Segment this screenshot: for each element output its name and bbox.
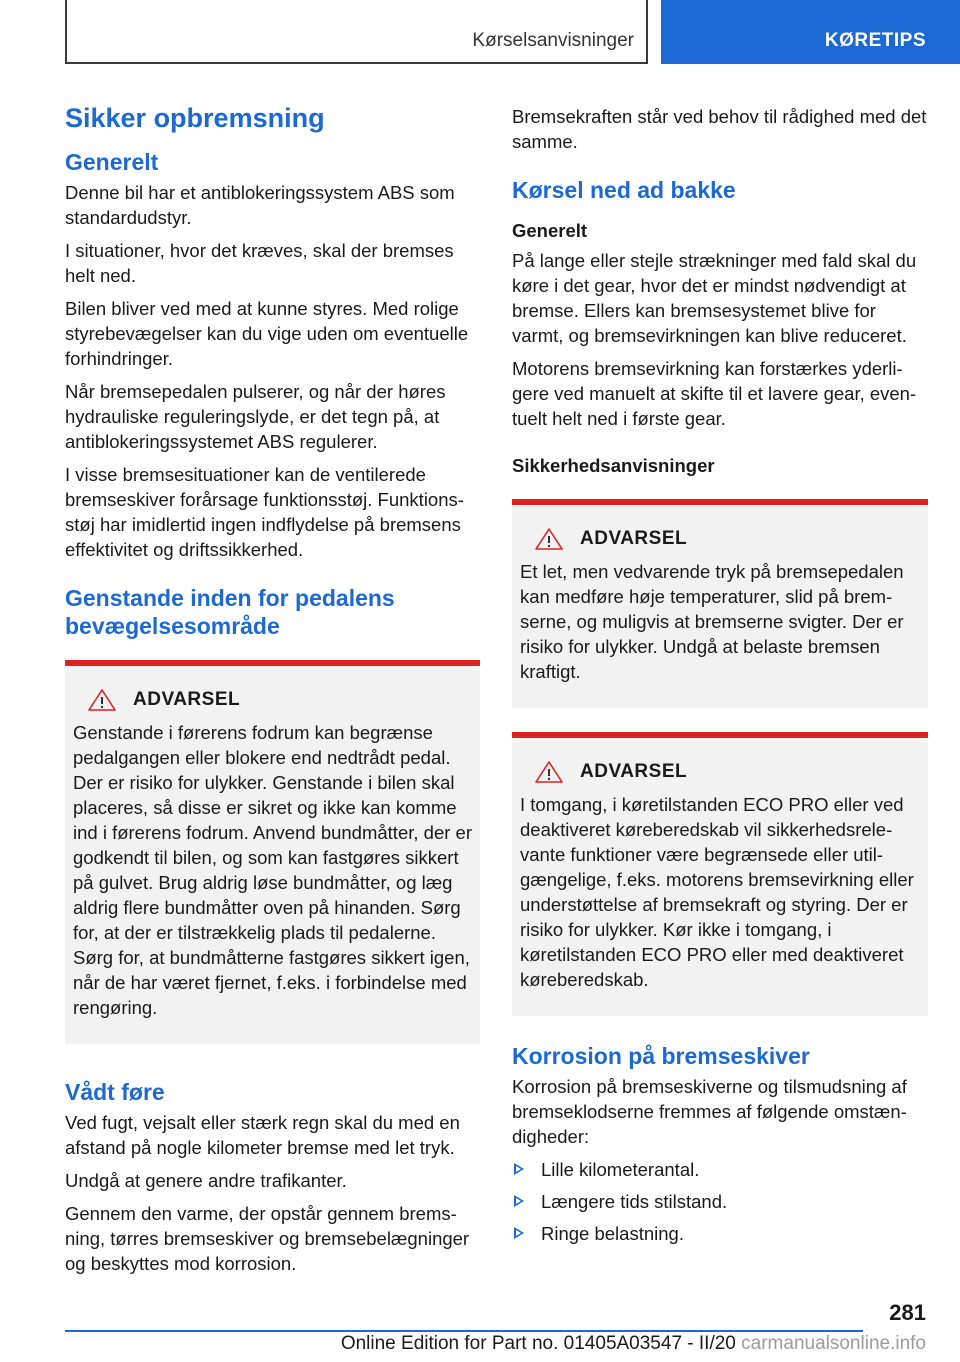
right-column [512,104,928,1253]
footer [341,1333,926,1355]
paragraph: Bremsekraften står ved behov til rådighed med det samme. [512,106,927,152]
list-item: Ringe belastning. [512,1221,928,1246]
downhill-subheading: Generelt [512,220,588,241]
downhill-heading: Kørsel ned ad bakke [512,177,736,203]
warning-triangle-icon [534,760,564,784]
paragraph: Korrosion på bremseskiverne og tilsmudsning af bremseklodserne fremmes af følgende omstændigheder: [512,1076,907,1147]
bullet-triangle-icon [514,1227,524,1239]
list-item: Lille kilometerantal. [512,1157,928,1182]
paragraph: I situationer, hvor det kræves, skal der bremses helt ned. [65,240,454,286]
warning-text: Et let, men vedvarende tryk på bremsepedalen kan medføre høje temperaturer, slid på bremserne, og muligvis at bremserne svigter. Der er risiko for ulykker. Undgå at belaste bremsen kraftigt. [520,561,904,682]
list-item: Længere tids stilstand. [512,1189,928,1214]
safety-subheading: Sikkerhedsanvisninger [512,455,715,476]
warning-label: ADVARSEL [580,761,688,782]
pedal-objects-heading: Genstande inden for pedalens bevægelsesområde [65,585,395,639]
footer-divider [65,1330,863,1332]
corrosion-heading: Korrosion på bremseskiver [512,1043,810,1069]
paragraph: Undgå at genere andre trafikanter. [65,1170,347,1191]
warning-triangle-icon [534,527,564,551]
warning-text: Genstande i førerens fodrum kan begrænse pedalgangen eller blokere end nedtrådt pedal. Der er risiko for ulykker. Genstande i bilen skal placeres, så disse er sikret og ikke kan komme ind i førerens fodrum. Anvend bundmåtter, der er godkendt til bilen, og som kan fastgøres sikkert på gulvet. Brug aldrig løse bundmåtter, og læg aldrig flere bundmåtter oven på hinanden. Sørg for, at der er tilstrækkelig plads til pedalerne. Sørg for, at bundmåtterne fastgøres sikkert igen, når de har været fjernet, f.eks. i forbindelse med rengøring. [73,722,472,1018]
chapter-title: Kørselsanvisninger [472,30,634,51]
bullet-list [512,1157,928,1246]
warning-label: ADVARSEL [580,528,688,549]
section-title: KØRETIPS [824,30,926,51]
page-number: 281 [889,1300,926,1325]
wet-heading: Vådt føre [65,1079,165,1105]
paragraph: Gennem den varme, der opstår gennem bremsning, tørres bremseskiver og bremsebelægninger og beskyttes mod korrosion. [65,1203,470,1274]
paragraph: Motorens bremsevirkning kan forstærkes yderligere ved manuelt at skifte til et lavere gear, eventuelt helt ned i første gear. [512,358,917,429]
warning-box [65,660,480,1044]
edition-text: Online Edition for Part no. 01405A03547 - II/20 [340,1333,736,1354]
bullet-triangle-icon [514,1163,524,1175]
left-column [65,100,480,1284]
bullet-triangle-icon [514,1195,524,1207]
paragraph: Bilen bliver ved med at kunne styres. Med rolige styrebevægelser kan du vige uden om eventuelle forhindringer. [65,298,469,369]
paragraph: I visse bremsesituationer kan de ventilerede bremseskiver forårsage funktionsstøj. Funktionsstøj har imidlertid ingen indflydelse på bremsens effektivitet og driftssikkerhed. [65,464,464,560]
paragraph: Når bremsepedalen pulserer, og når der høres hydrauliske reguleringslyde, er det tegn på, at antiblokeringssystemet ABS regulerer. [65,381,446,452]
watermark: carmanualsonline.info [741,1333,926,1354]
paragraph: Ved fugt, vejsalt eller stærk regn skal du med en afstand på nogle kilometer bremse med let tryk. [65,1112,460,1158]
warning-label: ADVARSEL [133,689,241,710]
warning-triangle-icon [87,688,117,712]
page-title: Sikker opbremsning [65,103,325,133]
warning-box [512,499,928,708]
chapter-tab [65,0,648,64]
paragraph: Denne bil har et antiblokeringssystem ABS som standardudstyr. [65,182,455,228]
general-heading: Generelt [65,149,159,175]
section-tab [661,0,960,64]
warning-box [512,732,928,1016]
warning-text: I tomgang, i køretilstanden ECO PRO eller ved deaktiveret køreberedskab vil sikkerhedsrelevante funktioner være begrænsede eller utilgængelige, f.eks. motorens bremsevirkning eller understøttelse af bremsekraft og styring. Der er risiko for ulykker. Kør ikke i tomgang, i køretilstanden ECO PRO eller med deaktiveret køreberedskab. [520,794,914,990]
paragraph: På lange eller stejle strækninger med fald skal du køre i det gear, hvor det er mindst nødvendigt at bremse. Ellers kan bremsesystemet blive for varmt, og bremsevirkningen kan blive reduceret. [512,250,917,346]
